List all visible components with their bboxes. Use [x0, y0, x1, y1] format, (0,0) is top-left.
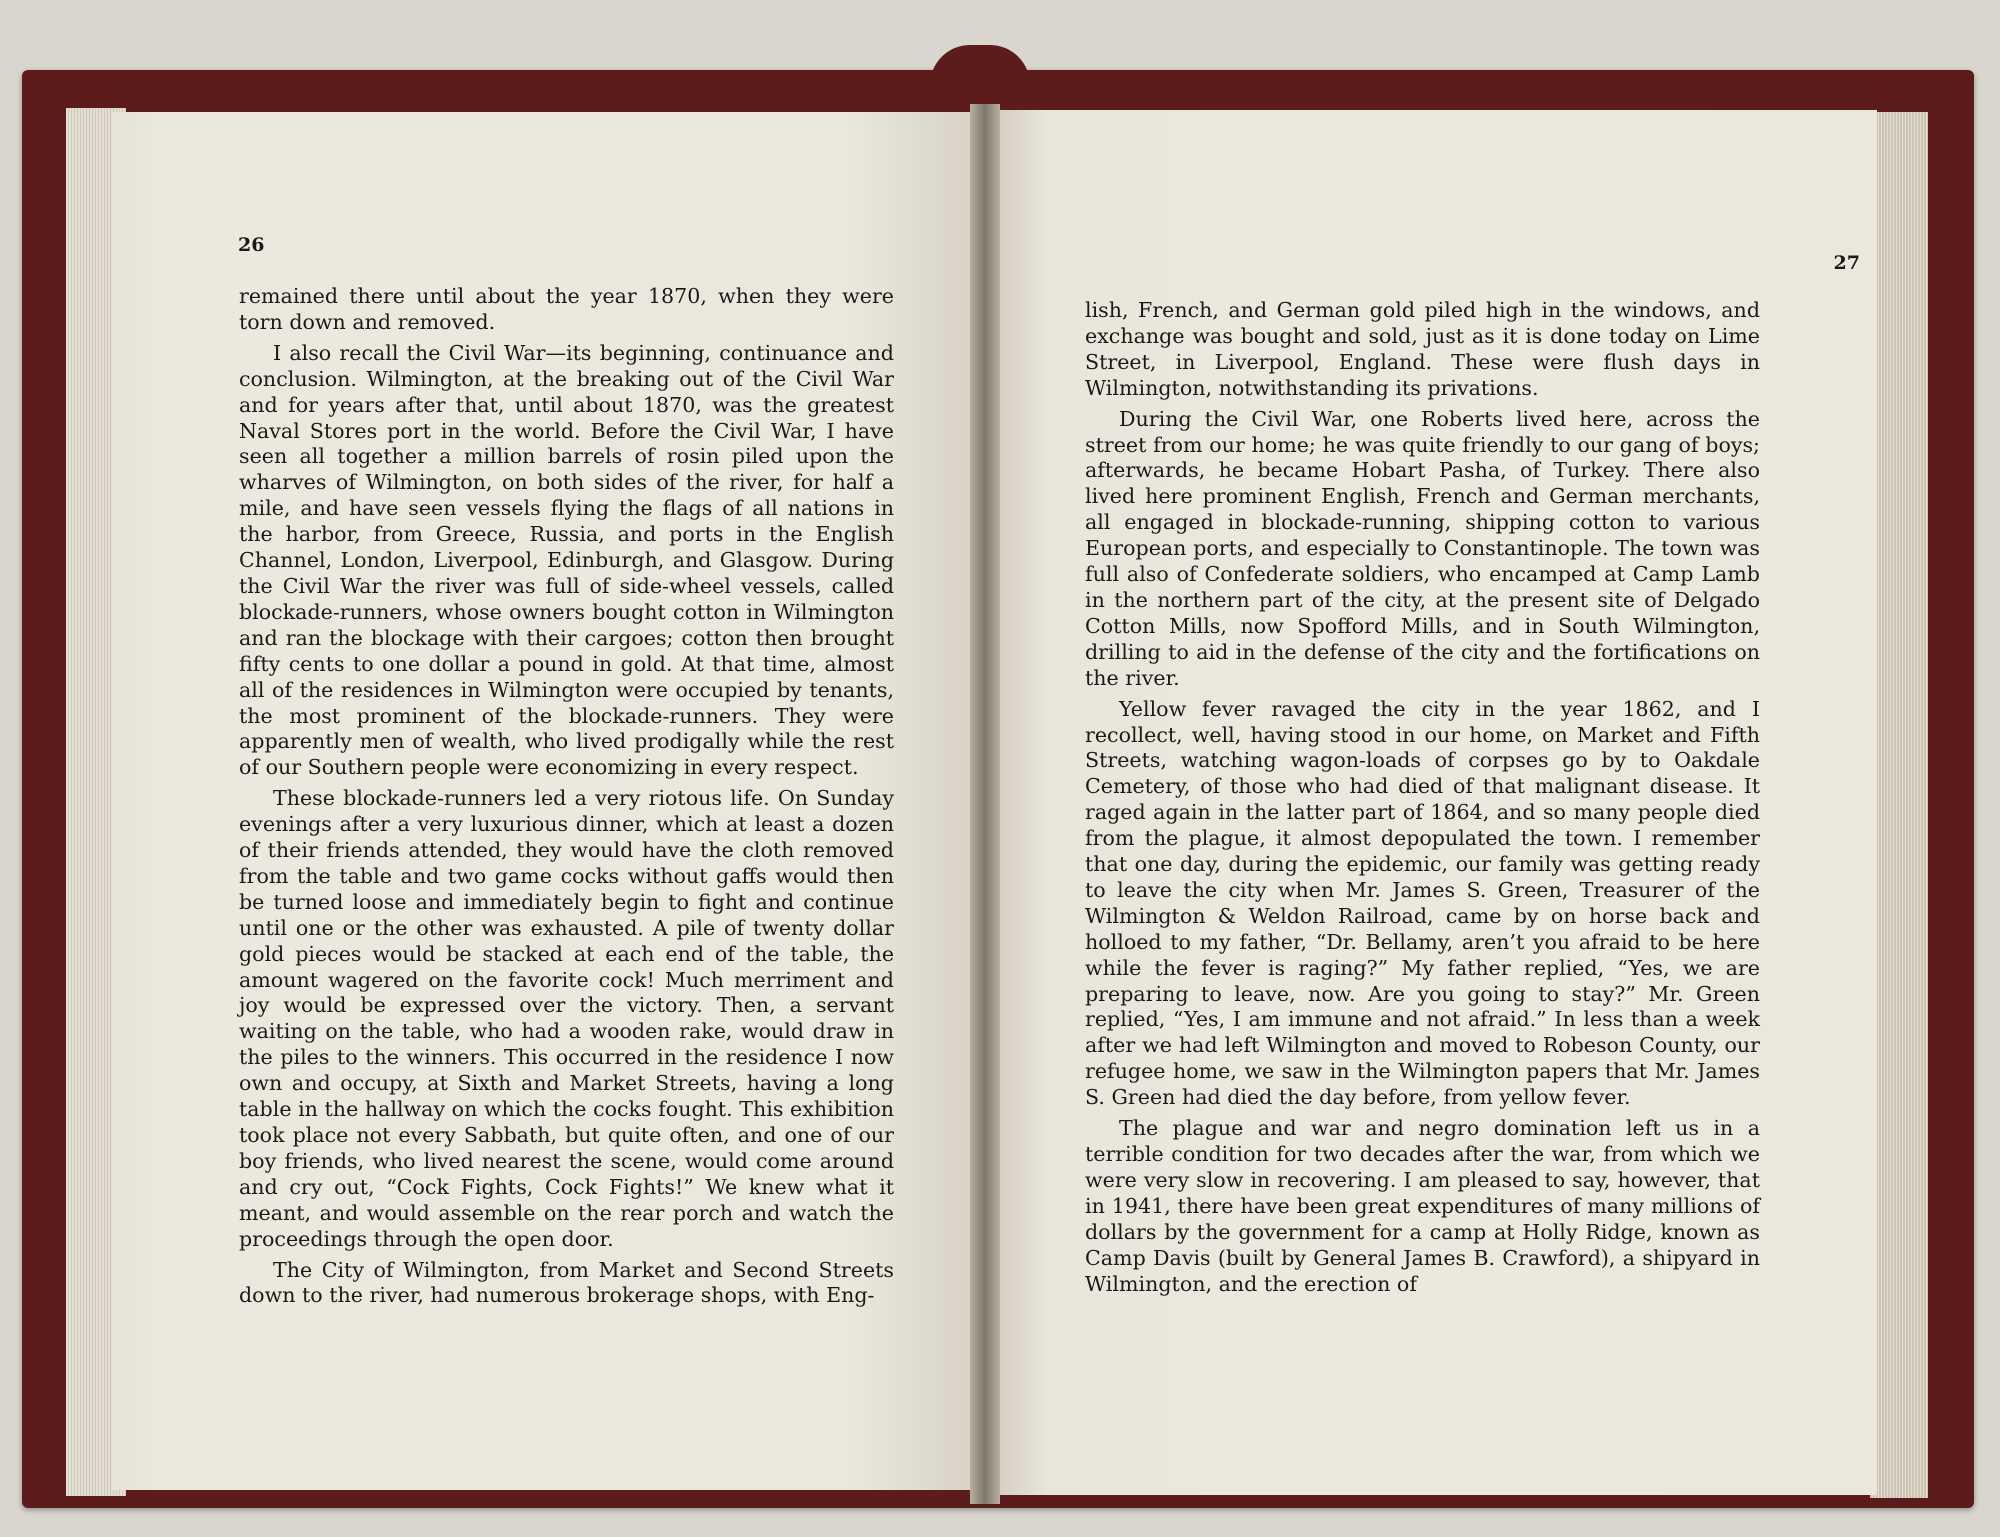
left-page	[112, 112, 982, 1490]
book-spine	[930, 45, 1030, 95]
paragraph: lish, French, and German gold piled high in the windows, and exchange was bought and sold, just as it is done today on Lime Street, in Liverpool, England. These were flush days in Wilmington, notwithstanding its privations.	[1085, 298, 1760, 400]
paragraph: These blockade-runners led a very riotous life. On Sunday evenings after a very luxurious dinner, which at least a dozen of their friends attended, they would have the cloth removed from the table and two game cocks without gaffs would then be turned loose and immediately begin to fight and continue until one or the other was exhausted. A pile of twenty dollar gold pieces would be stacked at each end of the table, the amount wagered on the favorite cock! Much merriment and joy would be expressed over the victory. Then, a servant waiting on the table, who had a wooden rake, would draw in the piles to the winners. This occurred in the residence I now own and occupy, at Sixth and Market Streets, having a long table in the hallway on which the cocks fought. This exhibition took place not every Sabbath, but quite often, and one of our boy friends, who lived nearest the scene, would come around and cry out, “Cock Fights, Cock Fights!” We knew what it meant, and would assemble on the rear porch and watch the proceedings through the open door.	[239, 786, 894, 1251]
page-number-right: 27	[1833, 252, 1860, 274]
paragraph: During the Civil War, one Roberts lived here, across the street from our home; he was quite friendly to our gang of boys; afterwards, he became Hobart Pasha, of Turkey. There also lived here prominent English, French and German merchants, all engaged in blockade-running, shipping cotton to various European ports, and especially to Constantinople. The town was full also of Confederate soldiers, who encamped at Camp Lamb in the northern part of the city, at the present site of Delgado Cotton Mills, now Spofford Mills, and in South Wilmington, drilling to aid in the defense of the city and the fortifications on the river.	[1085, 406, 1760, 690]
right-page-edges	[1870, 112, 1928, 1498]
left-page-body	[239, 284, 894, 1314]
right-page-body	[1085, 298, 1760, 1302]
book-gutter	[970, 104, 1000, 1504]
paragraph: The plague and war and negro domination left us in a terrible condition for two decades after the war, from which we were very slow in recovering. I am pleased to say, however, that in 1941, there have been great expenditures of many millions of dollars by the government for a camp at Holly Ridge, known as Camp Davis (built by General James B. Crawford), a shipyard in Wilmington, and the erection of	[1085, 1116, 1760, 1296]
paragraph: remained there until about the year 1870, when they were torn down and removed.	[239, 284, 894, 334]
paragraph: I also recall the Civil War—its beginning, continuance and conclusion. Wilmington, at the breaking out of the Civil War and for years after that, until about 1870, was the greatest Naval Stores port in the world. Before the Civil War, I have seen all together a million barrels of rosin piled upon the wharves of Wilmington, on both sides of the river, for half a mile, and have seen vessels flying the flags of all nations in the harbor, from Greece, Russia, and ports in the English Channel, London, Liverpool, Edinburgh, and Glasgow. During the Civil War the river was full of side-wheel vessels, called blockade-runners, whose owners bought cotton in Wilmington and ran the blockage with their cargoes; cotton then brought fifty cents to one dollar a pound in gold. At that time, almost all of the residences in Wilmington were occupied by tenants, the most prominent of the blockade-runners. They were apparently men of wealth, who lived prodigally while the rest of our Southern people were economizing in every respect.	[239, 340, 894, 780]
page-number-left: 26	[238, 234, 265, 256]
right-page	[985, 110, 1877, 1495]
paragraph: The City of Wilmington, from Market and Second Streets down to the river, had numerous brokerage shops, with Eng-	[239, 1257, 894, 1308]
paragraph: Yellow fever ravaged the city in the year 1862, and I recollect, well, having stood in our home, on Market and Fifth Streets, watching wagon-loads of corpses go by to Oakdale Cemetery, of those who had died of that malignant disease. It raged again in the latter part of 1864, and so many people died from the plague, it almost depopulated the town. I remember that one day, during the epidemic, our family was getting ready to leave the city when Mr. James S. Green, Treasurer of the Wilmington & Weldon Railroad, came by on horse back and holloed to my father, “Dr. Bellamy, aren’t you afraid to be here while the fever is raging?” My father replied, “Yes, we are preparing to leave, now. Are you going to stay?” Mr. Green replied, “Yes, I am immune and not afraid.” In less than a week after we had left Wilmington and moved to Robeson County, our refugee home, we saw in the Wilmington papers that Mr. James S. Green had died the day before, from yellow fever.	[1085, 696, 1760, 1110]
